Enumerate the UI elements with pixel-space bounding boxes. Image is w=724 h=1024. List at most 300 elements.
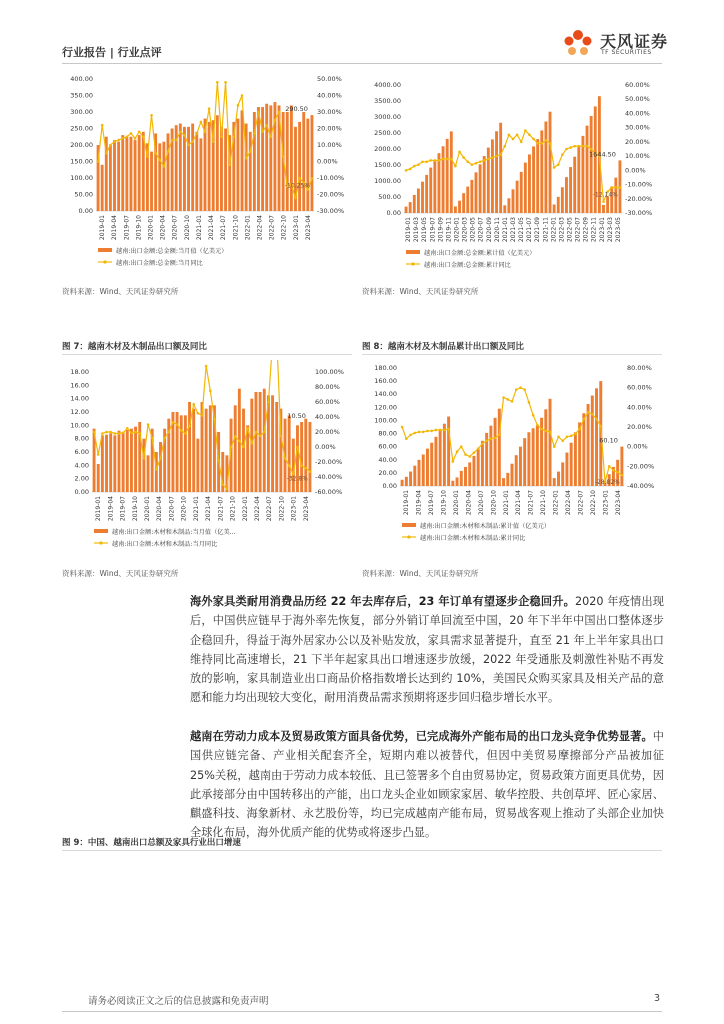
bar-mark <box>180 415 183 492</box>
bar-mark <box>502 478 505 486</box>
bar-mark <box>405 207 408 213</box>
line-point <box>234 435 237 438</box>
fig9-title-rule <box>62 850 662 851</box>
line-point <box>241 94 244 97</box>
left-tick-label: 1000.00 <box>374 177 401 185</box>
left-tick-label: 350.00 <box>70 91 93 100</box>
right-tick-label: -40.00% <box>315 473 343 481</box>
line-point <box>172 421 175 424</box>
line-point <box>582 145 585 148</box>
x-tick-label: 2021-01 <box>195 215 203 241</box>
bar-mark <box>130 429 133 492</box>
fig8-title-rule <box>362 354 662 355</box>
line-point <box>499 153 502 156</box>
bar-mark <box>430 443 433 486</box>
line-point <box>464 453 467 456</box>
bar-mark <box>523 438 526 486</box>
x-tick-label: 2020-07 <box>477 490 485 516</box>
bar-mark <box>269 105 272 211</box>
line-point <box>566 436 569 439</box>
line-point <box>511 400 514 403</box>
line-point <box>557 436 560 439</box>
line-point <box>288 464 291 467</box>
bar-mark <box>472 456 475 486</box>
bar-mark <box>426 449 429 486</box>
line-point <box>450 158 453 161</box>
x-tick-label: 2022-03 <box>558 217 566 243</box>
line-point <box>578 428 581 431</box>
bar-mark <box>257 107 260 211</box>
bar-mark <box>447 417 450 486</box>
legend-line-label: 越南:出口金额:木材和木制品:累计同比 <box>420 535 526 542</box>
bar-mark <box>159 442 162 492</box>
bar-mark <box>524 163 527 213</box>
line-point <box>216 81 219 84</box>
x-tick-label: 2020-07 <box>477 217 485 243</box>
x-tick-label: 2022-11 <box>590 216 598 243</box>
line-point <box>468 455 471 458</box>
x-tick-label: 2019-01 <box>403 490 411 516</box>
bar-mark <box>216 115 219 211</box>
line-point <box>452 460 455 463</box>
line-point <box>246 427 249 430</box>
line-point <box>237 104 240 107</box>
bar-mark <box>586 126 589 213</box>
line-point <box>121 137 124 140</box>
x-tick-label: 2021-07 <box>217 496 225 522</box>
x-tick-label: 2021-04 <box>515 490 523 516</box>
bar-mark <box>511 464 514 486</box>
page-number: 3 <box>654 993 661 1004</box>
right-tick-label: -20.00% <box>317 190 345 199</box>
left-tick-label: 140.00 <box>374 390 397 399</box>
bar-mark <box>433 160 436 213</box>
line-point <box>460 445 463 448</box>
line-point <box>201 414 204 417</box>
left-tick-label: 3500.00 <box>374 97 401 105</box>
bar-mark <box>125 137 128 211</box>
line-point <box>503 145 506 148</box>
line-point <box>238 440 241 443</box>
bar-mark <box>405 477 408 486</box>
line-point <box>422 431 425 434</box>
bar-mark <box>413 466 416 486</box>
line-point <box>515 388 518 391</box>
line-point <box>267 401 270 404</box>
bar-mark <box>113 435 116 492</box>
left-tick-label: 500.00 <box>378 193 401 201</box>
left-tick-label: 0.00 <box>74 488 89 496</box>
last-bar-label: 10.50 <box>287 412 306 420</box>
line-point <box>557 163 560 166</box>
x-tick-label: 2020-11 <box>493 217 501 243</box>
x-tick-label: 2021-09 <box>534 217 542 243</box>
line-point <box>532 414 535 417</box>
line-point <box>425 161 428 164</box>
bar-mark <box>532 428 535 486</box>
line-point <box>536 424 539 427</box>
last-line-label: -28.82% <box>594 479 620 487</box>
line-point <box>409 434 412 437</box>
line-point <box>612 469 615 472</box>
line-point <box>528 401 531 404</box>
figure-8 <box>362 360 662 565</box>
bar-mark <box>498 409 501 486</box>
last-line-label: -12.14% <box>592 191 618 199</box>
line-point <box>179 131 182 134</box>
line-point <box>602 200 605 203</box>
bar-mark <box>121 135 124 211</box>
line-point <box>608 465 611 468</box>
line-point <box>97 160 100 163</box>
bar-mark <box>495 131 498 213</box>
chart-vietnam-cumulative-exports <box>362 73 662 285</box>
line-point <box>430 430 433 433</box>
chart-wood-monthly-exports <box>62 360 350 565</box>
line-point <box>184 432 187 435</box>
report-section-label: 行业报告 | 行业点评 <box>62 46 162 59</box>
bar-mark <box>425 175 428 213</box>
bar-mark <box>595 388 598 486</box>
line-point <box>171 139 174 142</box>
line-point <box>242 446 245 449</box>
x-tick-label: 2019-04 <box>107 496 115 522</box>
line-point <box>167 150 170 153</box>
bar-mark <box>458 201 461 213</box>
line-point <box>130 132 133 135</box>
line-point <box>418 431 421 434</box>
bar-mark <box>118 431 121 492</box>
bar-mark <box>126 430 129 492</box>
bar-mark <box>561 187 564 213</box>
bar-mark <box>582 413 585 486</box>
line-point <box>209 389 212 392</box>
bar-mark <box>286 112 289 211</box>
line-point <box>438 159 441 162</box>
x-tick-label: 2021-04 <box>205 496 213 522</box>
bar-mark <box>134 427 137 492</box>
right-tick-label: 40.00% <box>627 403 652 412</box>
line-point <box>126 135 129 138</box>
line-point <box>122 431 125 434</box>
right-tick-label: 20.00% <box>625 137 650 146</box>
left-tick-label: 180.00 <box>374 364 397 372</box>
last-line-label: -32.8% <box>286 475 308 483</box>
line-point <box>487 158 490 161</box>
line-point <box>405 169 408 172</box>
line-point <box>93 431 96 434</box>
bar-mark <box>507 198 510 213</box>
legend-line-marker <box>407 535 410 538</box>
last-bar-label: 60.10 <box>599 436 618 445</box>
bar-mark <box>308 422 311 492</box>
line-point <box>126 427 129 430</box>
line-point <box>224 81 227 84</box>
line-point <box>528 133 531 136</box>
x-tick-label: 2019-07 <box>123 215 131 241</box>
line-point <box>540 428 543 431</box>
line-point <box>520 141 523 144</box>
bar-mark <box>234 405 237 492</box>
line-point <box>191 140 194 143</box>
legend-line-label: 越南:出口金额:木材和木制品:当月同比 <box>112 541 218 548</box>
legend-bar-label: 越南:出口金额:木材和木制品:当月值（亿美... <box>112 529 236 536</box>
line-point <box>109 144 112 147</box>
x-tick-label: 2022-01 <box>550 217 558 243</box>
line-point <box>309 470 312 473</box>
left-tick-label: 0.00 <box>382 482 397 490</box>
x-tick-label: 2021-10 <box>232 215 240 241</box>
figure-7 <box>62 360 350 565</box>
right-tick-label: 40.00% <box>315 413 340 421</box>
line-point <box>401 426 404 429</box>
left-tick-label: 8.00 <box>74 434 89 443</box>
line-point <box>421 161 424 164</box>
x-tick-label: 2019-07 <box>428 490 436 516</box>
line-point <box>101 432 104 435</box>
bar-mark <box>122 432 125 492</box>
line-point <box>270 135 273 138</box>
bar-mark <box>532 146 535 213</box>
logo-flower-icon <box>558 26 598 60</box>
line-point <box>300 464 303 467</box>
line-point <box>245 157 248 160</box>
bar-mark <box>117 142 120 211</box>
x-tick-label: 2022-09 <box>582 217 590 243</box>
left-tick-label: 4.00 <box>74 461 89 470</box>
line-point <box>167 431 170 434</box>
bar-mark <box>512 189 515 213</box>
left-tick-label: 20.00 <box>378 468 397 477</box>
line-point <box>113 140 116 143</box>
left-tick-label: 16.00 <box>70 381 89 390</box>
x-tick-label: 2022-10 <box>278 496 286 522</box>
line-point <box>426 430 429 433</box>
line-point <box>523 388 526 391</box>
bar-mark <box>557 197 560 213</box>
line-point <box>429 159 432 162</box>
right-tick-label: 30.00% <box>625 123 650 132</box>
x-tick-label: 2020-07 <box>168 496 176 522</box>
right-tick-label: 20.00% <box>315 428 340 436</box>
bar-mark <box>422 455 425 486</box>
legend-bar-label: 越南:出口金额:总金额:当月值（亿美元） <box>116 248 228 255</box>
line-point <box>454 165 457 168</box>
bar-mark <box>516 181 519 213</box>
bar-mark <box>188 402 191 492</box>
bar-mark <box>413 195 416 213</box>
line-point <box>311 177 314 180</box>
x-tick-label: 2022-10 <box>589 490 597 516</box>
left-tick-label: 2.00 <box>74 474 89 483</box>
line-point <box>232 135 235 138</box>
x-tick-label: 2023-04 <box>304 215 312 241</box>
left-tick-label: 18.00 <box>70 368 89 376</box>
left-tick-label: 50.00 <box>74 190 93 199</box>
bar-mark <box>569 167 572 213</box>
x-tick-label: 2022-04 <box>565 490 572 516</box>
x-tick-label: 2021-01 <box>502 490 510 516</box>
bar-mark <box>147 455 150 492</box>
bar-mark <box>506 473 509 486</box>
x-tick-label: 2022-01 <box>241 496 249 522</box>
line-point <box>615 186 618 189</box>
bar-mark <box>487 148 490 213</box>
line-point <box>583 418 586 421</box>
right-tick-label: 30.00% <box>317 108 342 116</box>
left-tick-label: 150.00 <box>70 157 93 166</box>
bar-mark <box>549 399 552 486</box>
line-point <box>176 423 179 426</box>
x-tick-label: 2023-01 <box>292 214 300 241</box>
line-point <box>561 153 564 156</box>
line-point <box>405 438 408 441</box>
bar-mark <box>451 481 454 486</box>
line-point <box>413 432 416 435</box>
paragraph-2-lead: 越南在劳动力成本及贸易政策方面具备优势，已完成海外产能布局的出口龙头竞争优势显著。 <box>190 730 653 743</box>
x-tick-label: 2021-10 <box>540 490 548 516</box>
bar-mark <box>263 389 266 492</box>
bar-mark <box>456 477 459 486</box>
bar-mark <box>261 107 264 211</box>
x-tick-label: 2019-10 <box>440 490 448 516</box>
line-point <box>117 139 120 142</box>
figure-5 <box>62 73 350 285</box>
x-tick-label: 2019-04 <box>415 490 423 516</box>
bar-mark <box>446 139 449 213</box>
line-point <box>532 138 535 141</box>
bar-mark <box>553 478 556 486</box>
x-tick-label: 2020-04 <box>156 496 164 522</box>
bar-mark <box>549 112 552 213</box>
x-tick-label: 2023-04 <box>302 496 310 522</box>
line-point <box>143 457 146 460</box>
line-point <box>495 155 498 158</box>
line-point <box>263 431 266 434</box>
bar-mark <box>192 409 195 492</box>
bar-mark <box>409 472 412 486</box>
bar-mark <box>271 395 274 492</box>
line-point <box>574 433 577 436</box>
line-point <box>261 131 264 134</box>
line-point <box>253 132 256 135</box>
bar-mark <box>520 172 523 213</box>
line-point <box>230 446 233 449</box>
line-point <box>569 146 572 149</box>
line-point <box>294 197 297 200</box>
line-point <box>114 432 117 435</box>
line-point <box>163 165 166 168</box>
line-point <box>217 459 220 462</box>
bar-mark <box>544 121 547 213</box>
left-tick-label: 200.00 <box>70 141 93 149</box>
right-tick-label: -20.00% <box>315 458 343 466</box>
line-point <box>586 145 589 148</box>
x-tick-label: 2019-10 <box>135 215 143 241</box>
line-point <box>249 150 252 153</box>
line-point <box>212 140 215 143</box>
x-tick-label: 2019-04 <box>111 215 119 241</box>
left-tick-label: 60.00 <box>378 442 397 451</box>
x-tick-label: 2019-05 <box>421 217 429 243</box>
legend-bar-label: 越南:出口金额:总金额:累计值（亿美元） <box>424 250 536 257</box>
bar-mark <box>250 399 253 492</box>
line-point <box>220 135 223 138</box>
line-point <box>591 413 594 416</box>
bar-mark <box>565 453 568 486</box>
bar-mark <box>470 180 473 213</box>
line-point <box>97 453 100 456</box>
right-tick-label: 40.00% <box>317 91 342 100</box>
line-point <box>573 145 576 148</box>
line-point <box>524 129 527 132</box>
x-tick-label: 2019-01 <box>99 215 107 241</box>
x-tick-label: 2022-10 <box>280 215 288 241</box>
x-tick-label: 2020-09 <box>485 217 493 243</box>
left-tick-label: 120.00 <box>374 403 397 412</box>
x-tick-label: 2021-01 <box>501 217 509 243</box>
bar-mark <box>574 432 577 486</box>
x-tick-label: 2022-01 <box>552 490 560 516</box>
x-tick-label: 2021-10 <box>229 496 237 522</box>
bar-mark <box>187 127 190 211</box>
disclaimer-footer: 请务必阅读正文之后的信息披露和免责声明 <box>88 996 269 1007</box>
x-tick-label: 2020-04 <box>159 215 167 241</box>
x-tick-label: 2022-05 <box>566 217 574 243</box>
line-point <box>205 365 208 368</box>
bar-mark <box>536 425 539 486</box>
left-tick-label: 1500.00 <box>374 161 401 169</box>
x-tick-label: 2020-07 <box>171 215 179 241</box>
bar-mark <box>101 435 104 492</box>
bar-mark <box>578 422 581 486</box>
paragraph-1-text: 2020 年疫情出现后，中国供应链早于海外率先恢复，部分外销订单回流至中国，20 年下半年中国出口整体逐步企稳回升，得益于海外居家办公以及补贴发放，家具需求显著提升，直至 21 年上半年家具出口维持同比高速增长，21 下半年起家具出口增速逐步放缓，2022 年受通胀及刺激性补贴不再发放的影响，家具制造业出口商品价格指数增长达到约 10%，美国民众购买家具及相关产品的意愿和能力均出现较大变化，耐用消费品需求预期将逐步回归稳步增长水平。 <box>190 595 664 705</box>
line-point <box>616 471 619 474</box>
line-point <box>134 431 137 434</box>
line-point <box>434 159 437 162</box>
bar-mark <box>573 157 576 213</box>
paragraph-1-lead: 海外家具类耐用消费品历经 22 年去库存后，23 年订单有望逐步企稳回升。 <box>190 595 576 608</box>
bar-mark <box>429 168 432 213</box>
line-point <box>502 396 505 399</box>
line-point <box>549 431 552 434</box>
line-point <box>570 435 573 438</box>
bar-mark <box>290 105 293 211</box>
bar-mark <box>306 119 309 211</box>
x-tick-label: 2021-03 <box>510 217 517 243</box>
bar-mark <box>191 124 194 211</box>
line-point <box>213 418 216 421</box>
x-tick-label: 2020-01 <box>144 496 151 522</box>
line-point <box>561 439 564 442</box>
bar-mark <box>561 462 564 486</box>
bar-mark <box>205 409 208 492</box>
bar-mark <box>162 142 165 211</box>
right-tick-label: -20.00% <box>627 462 655 471</box>
fig9-title: 图 9：中国、越南出口总额及家具行业出口增速 <box>62 838 241 848</box>
line-point <box>192 403 195 406</box>
right-tick-label: 60.00% <box>627 383 652 392</box>
bar-mark <box>195 132 198 211</box>
fig6-source: 资料来源：Wind、天风证券研究所 <box>362 287 479 296</box>
line-point <box>183 134 186 137</box>
line-point <box>442 158 445 161</box>
bar-mark <box>450 131 453 213</box>
line-point <box>516 133 519 136</box>
x-tick-label: 2023-04 <box>614 490 622 516</box>
line-point <box>296 446 299 449</box>
last-line-label: -10.25% <box>284 182 310 190</box>
